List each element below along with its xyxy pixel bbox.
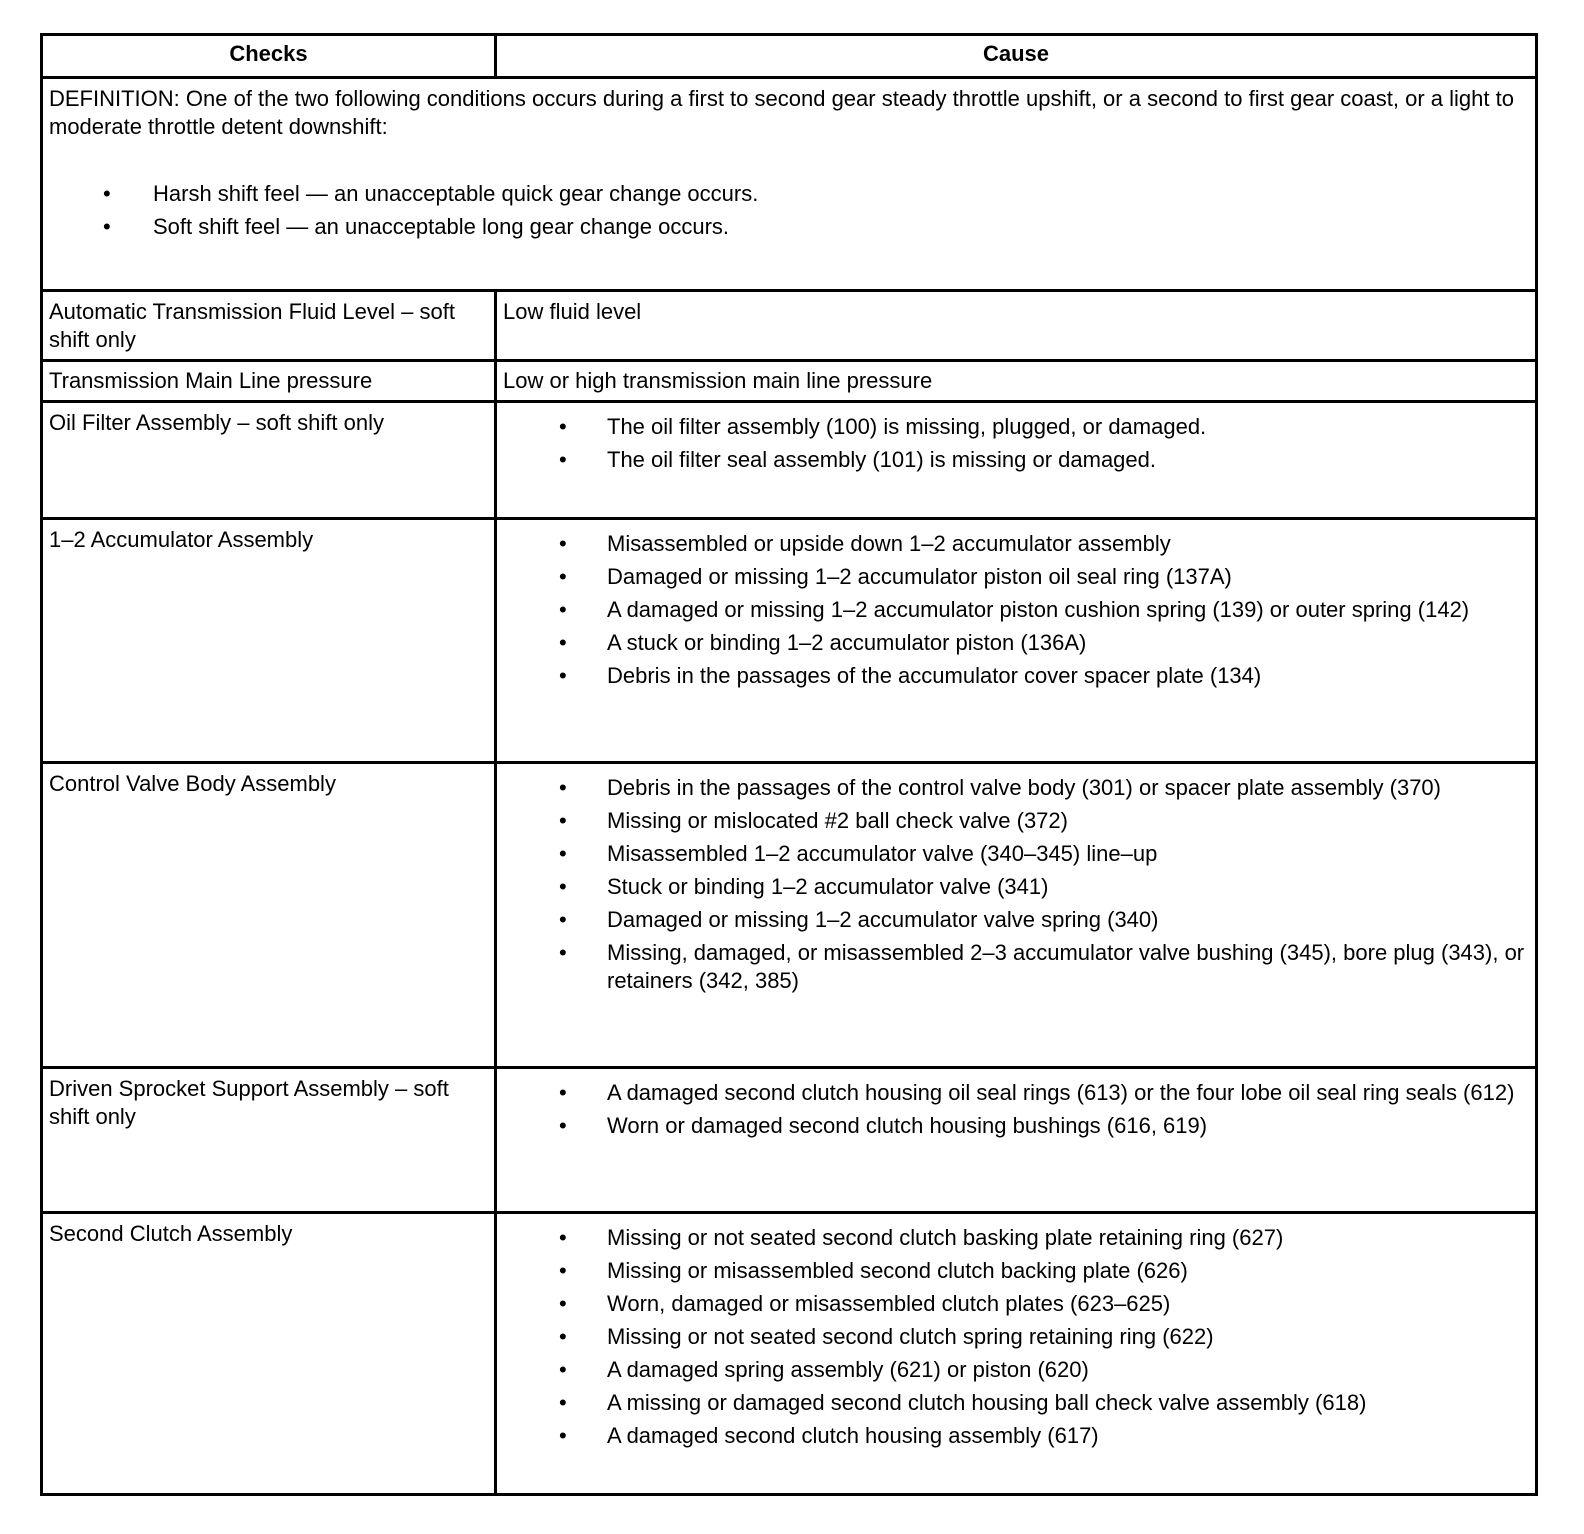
- cause-list: [503, 413, 1529, 474]
- table-row: [43, 289, 1535, 359]
- table-row: [43, 400, 1535, 517]
- cause-item: • A damaged or missing 1–2 accumulator piston cushion spring (139) or outer spring (142): [503, 596, 1529, 624]
- cause-cell: [497, 1069, 1535, 1211]
- cause-item: • Debris in the passages of the accumulator cover spacer plate (134): [503, 662, 1529, 690]
- definition-bullets: [49, 180, 1527, 241]
- table-header-row: [43, 36, 1535, 76]
- cause-item: • Misassembled or upside down 1–2 accumulator assembly: [503, 530, 1529, 558]
- cause-list: [503, 1224, 1529, 1450]
- cause-item: • Missing or not seated second clutch spring retaining ring (622): [503, 1323, 1529, 1351]
- cause-item: • The oil filter assembly (100) is missing, plugged, or damaged.: [503, 413, 1529, 441]
- cause-item: • Missing, damaged, or misassembled 2–3 accumulator valve bushing (345), bore plug (343), or retainers (342, 385): [503, 939, 1529, 995]
- cause-item: • Debris in the passages of the control valve body (301) or spacer plate assembly (370): [503, 774, 1529, 802]
- check-cell: Transmission Main Line pressure: [43, 362, 497, 400]
- definition-bullet: • Harsh shift feel — an unacceptable quick gear change occurs.: [49, 180, 1527, 208]
- definition-bullet: • Soft shift feel — an unacceptable long gear change occurs.: [49, 213, 1527, 241]
- cause-cell: [497, 520, 1535, 761]
- check-cell: Driven Sprocket Support Assembly – soft shift only: [43, 1069, 497, 1211]
- cause-item: • Misassembled 1–2 accumulator valve (340–345) line–up: [503, 840, 1529, 868]
- cause-item: • A damaged second clutch housing oil seal rings (613) or the four lobe oil seal ring seals (612): [503, 1079, 1529, 1107]
- check-cell: 1–2 Accumulator Assembly: [43, 520, 497, 761]
- check-cell: Second Clutch Assembly: [43, 1214, 497, 1493]
- header-checks: Checks: [43, 36, 497, 76]
- cause-item: • Worn or damaged second clutch housing bushings (616, 619): [503, 1112, 1529, 1140]
- table-row: [43, 761, 1535, 1066]
- header-cause: Cause: [982, 41, 1050, 66]
- cause-item: • Stuck or binding 1–2 accumulator valve (341): [503, 873, 1529, 901]
- cause-item: • Missing or mislocated #2 ball check valve (372): [503, 807, 1529, 835]
- definition-text: DEFINITION: One of the two following conditions occurs during a first to second gear steady throttle upshift, or a second to first gear coast, or a light to moderate throttle detent downshift:: [49, 86, 1514, 139]
- definition-row: [43, 76, 1535, 289]
- diagnostic-table: [40, 33, 1538, 1496]
- cause-item: • Damaged or missing 1–2 accumulator piston oil seal ring (137A): [503, 563, 1529, 591]
- cause-cell: [497, 1214, 1535, 1493]
- cause-item: • Worn, damaged or misassembled clutch plates (623–625): [503, 1290, 1529, 1318]
- cause-item: • Missing or misassembled second clutch backing plate (626): [503, 1257, 1529, 1285]
- check-cell: Control Valve Body Assembly: [43, 764, 497, 1066]
- cause-item: • A damaged spring assembly (621) or piston (620): [503, 1356, 1529, 1384]
- cause-item: • A damaged second clutch housing assembly (617): [503, 1422, 1529, 1450]
- table-row: [43, 517, 1535, 761]
- cause-cell: [497, 764, 1535, 1066]
- table-row: [43, 359, 1535, 400]
- cause-list: [503, 774, 1529, 995]
- cause-list: [503, 1079, 1529, 1140]
- cause-item: • Damaged or missing 1–2 accumulator valve spring (340): [503, 906, 1529, 934]
- cause-item: • A missing or damaged second clutch housing ball check valve assembly (618): [503, 1389, 1529, 1417]
- cause-item: • The oil filter seal assembly (101) is missing or damaged.: [503, 446, 1529, 474]
- table-row: [43, 1211, 1535, 1493]
- cause-cell: Low fluid level: [503, 299, 642, 324]
- check-cell: Automatic Transmission Fluid Level – soft shift only: [43, 292, 497, 359]
- cause-list: [503, 530, 1529, 690]
- cause-cell: [497, 403, 1535, 517]
- cause-cell: Low or high transmission main line pressure: [503, 368, 933, 393]
- cause-item: • A stuck or binding 1–2 accumulator piston (136A): [503, 629, 1529, 657]
- cause-item: • Missing or not seated second clutch basking plate retaining ring (627): [503, 1224, 1529, 1252]
- table-row: [43, 1066, 1535, 1211]
- check-cell: Oil Filter Assembly – soft shift only: [43, 403, 497, 517]
